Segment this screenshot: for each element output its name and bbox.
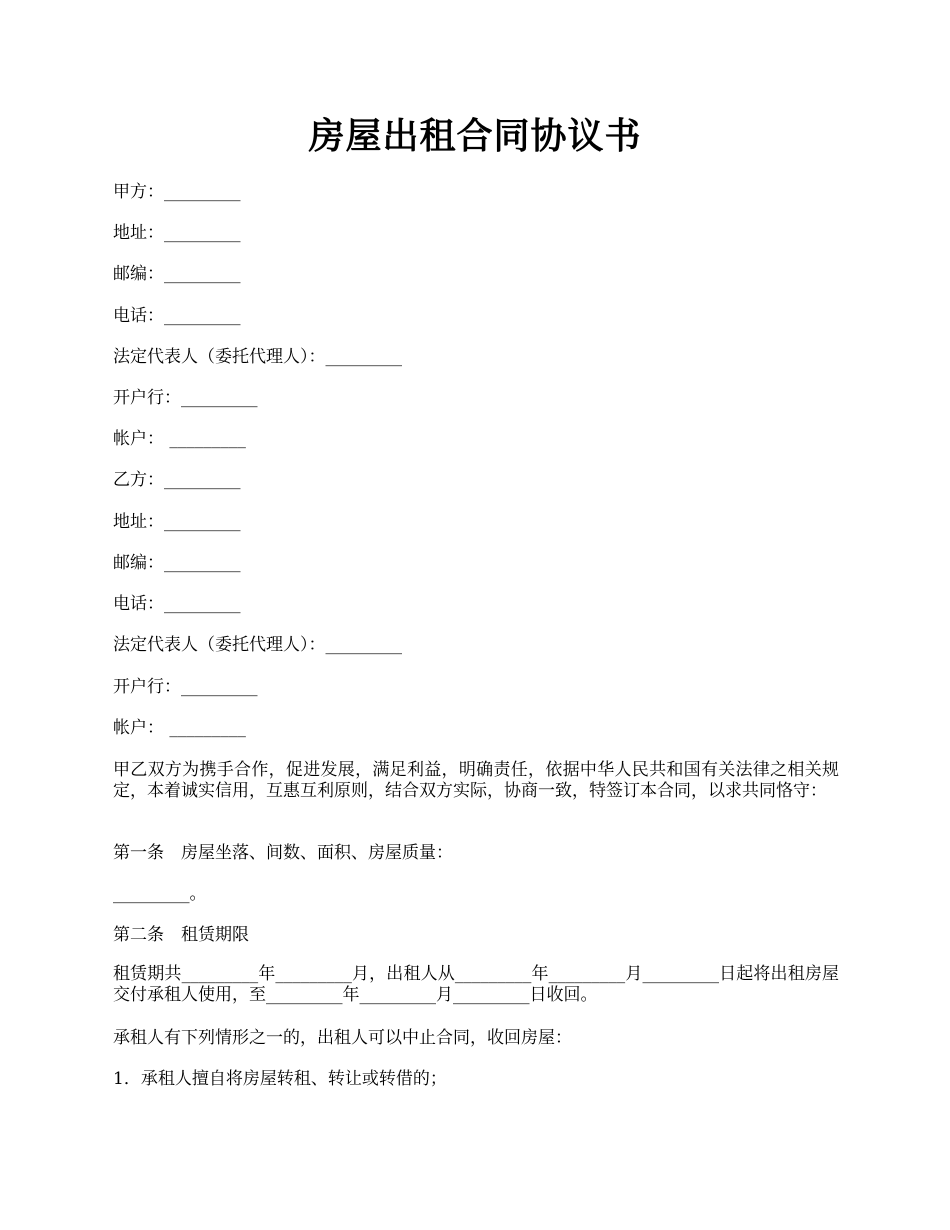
- party-a-postcode: 邮编：_________: [113, 264, 241, 284]
- party-b-account: 帐户： _________: [113, 718, 246, 738]
- party-b-address: 地址：_________: [113, 512, 241, 532]
- party-b-name: 乙方：_________: [113, 470, 241, 490]
- party-a-representative: 法定代表人（委托代理人）：_________: [113, 347, 402, 367]
- party-b-phone: 电话：_________: [113, 594, 241, 614]
- article-1-blank: _________。: [113, 884, 207, 904]
- party-a-phone: 电话：_________: [113, 306, 241, 326]
- party-a-name: 甲方：_________: [113, 182, 241, 202]
- party-b-representative: 法定代表人（委托代理人）：_________: [113, 635, 402, 655]
- party-b-bank: 开户行：_________: [113, 677, 258, 697]
- article-2-term-paragraph: 租赁期共_________年_________月，出租人从_________年_________月_________日起将出租房屋交付承租人使用，至_________年_________月_________日收回。: [113, 964, 839, 1005]
- party-b-postcode: 邮编：_________: [113, 553, 241, 573]
- article-2-termination-intro: 承租人有下列情形之一的，出租人可以中止合同，收回房屋：: [113, 1028, 572, 1048]
- article-1-heading: 第一条 房屋坐落、间数、面积、房屋质量：: [113, 843, 453, 863]
- document-title: 房屋出租合同协议书: [308, 115, 642, 157]
- party-a-account: 帐户： _________: [113, 429, 246, 449]
- article-2-item-1: 1．承租人擅自将房屋转租、转让或转借的；: [113, 1069, 447, 1089]
- article-2-heading: 第二条 租赁期限: [113, 925, 249, 945]
- party-a-bank: 开户行：_________: [113, 388, 258, 408]
- preamble-paragraph: 甲乙双方为携手合作，促进发展，满足利益，明确责任，依据中华人民共和国有关法律之相关规定，本着诚实信用，互惠互利原则，结合双方实际，协商一致，特签订本合同，以求共同恪守：: [113, 760, 839, 801]
- party-a-address: 地址：_________: [113, 223, 241, 243]
